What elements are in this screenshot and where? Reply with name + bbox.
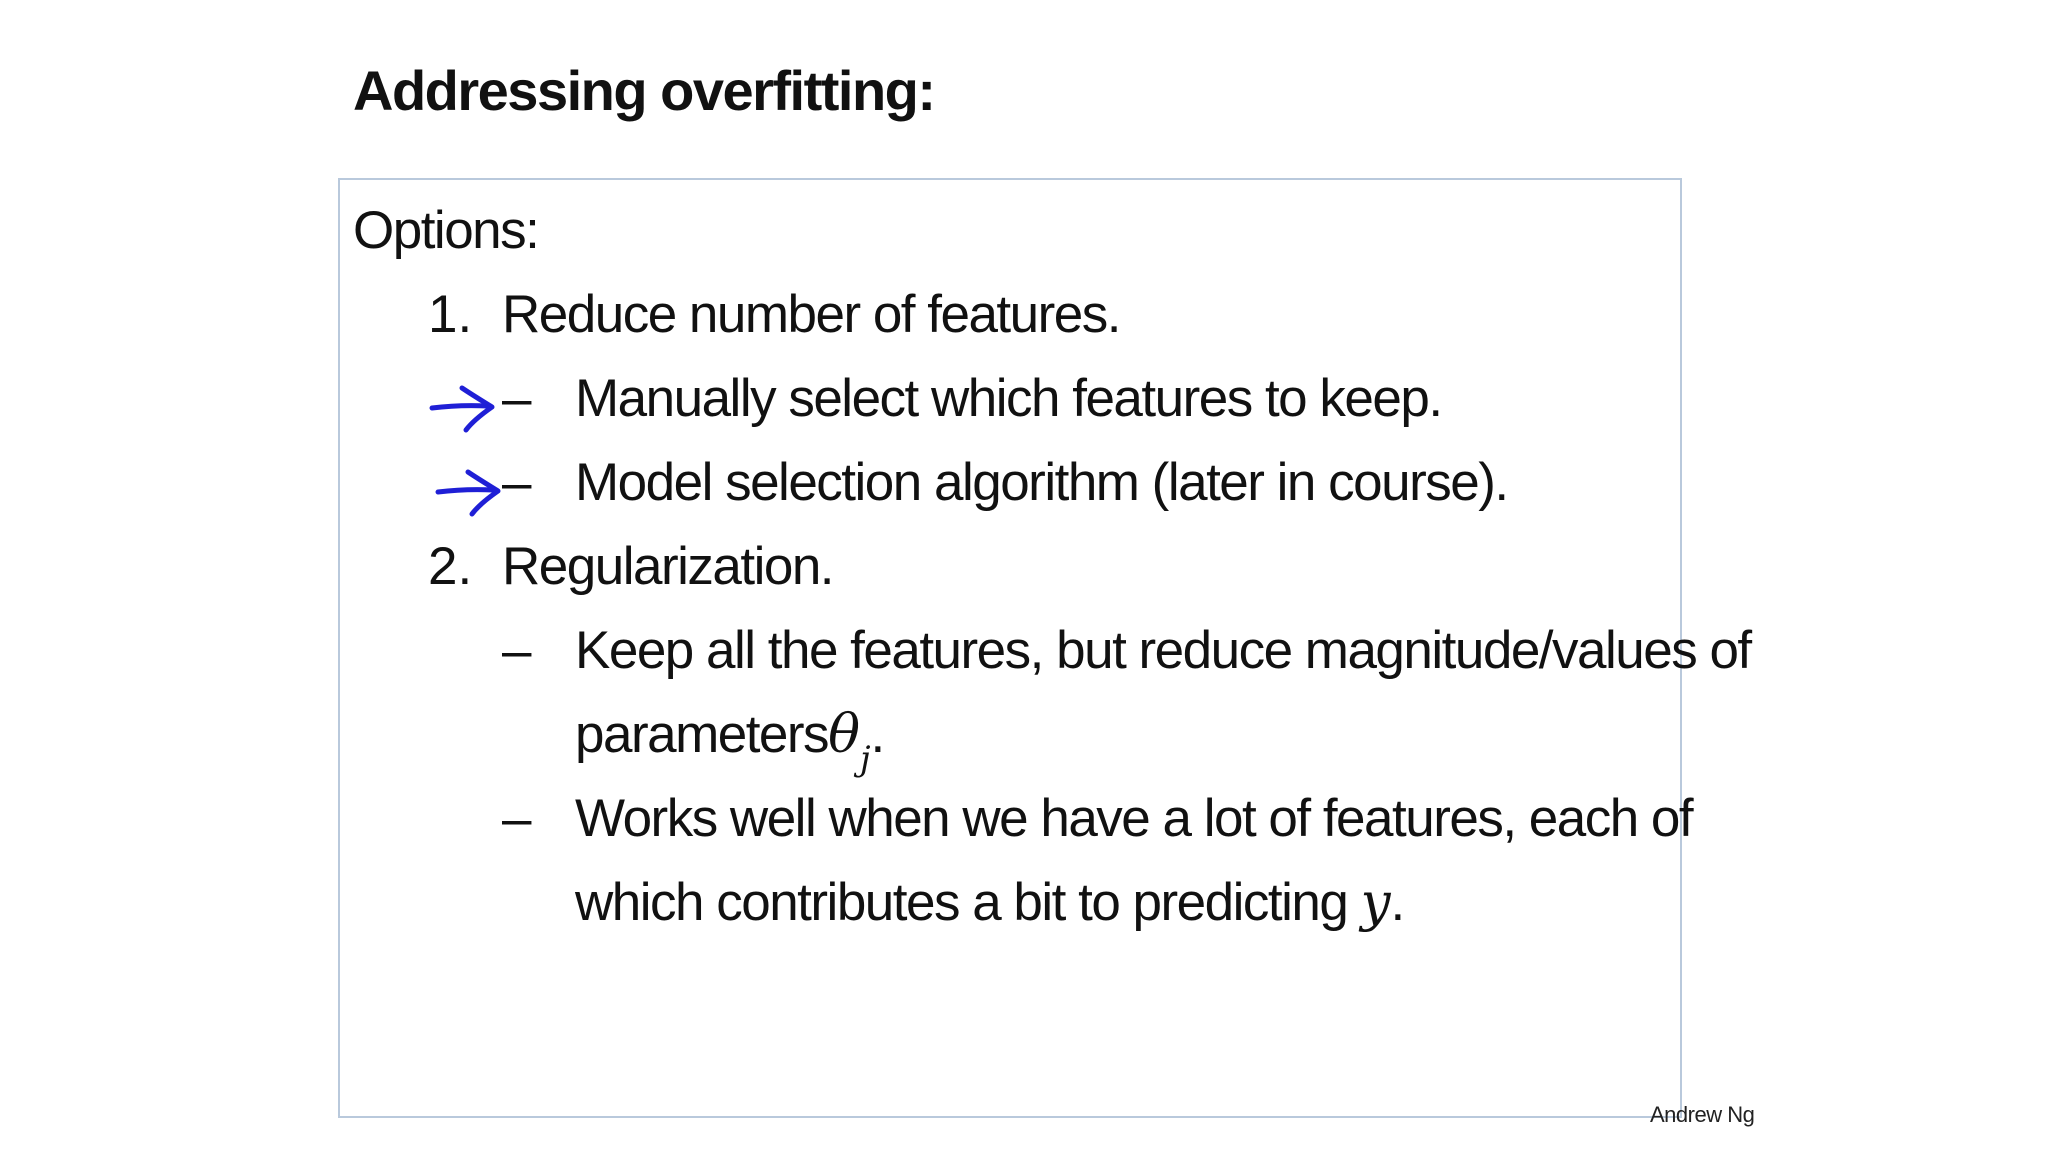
dash-marker: – bbox=[502, 621, 532, 680]
theta-subscript: j bbox=[859, 738, 871, 779]
dash-marker: – bbox=[502, 369, 532, 428]
options-label: Options: bbox=[353, 201, 539, 260]
theta-symbol: $\theta_j$ bbox=[828, 704, 871, 779]
subitem-model-selection: Model selection algorithm (later in course). bbox=[575, 453, 1508, 512]
parameters-text: parameters bbox=[575, 705, 829, 764]
item-1-text: Reduce number of features. bbox=[502, 285, 1120, 344]
predicting-text: which contributes a bit to predicting bbox=[575, 873, 1348, 932]
trailing-period: . bbox=[1390, 873, 1404, 932]
subitem-keep-features-line1: Keep all the features, but reduce magnitude/values of bbox=[575, 621, 1751, 680]
slide-title: Addressing overfitting: bbox=[353, 59, 935, 122]
item-2-number: 2. bbox=[428, 537, 473, 596]
trailing-period: . bbox=[870, 705, 884, 764]
author-signature: Andrew Ng bbox=[1650, 1102, 1755, 1127]
subitem-keep-features-line2 bbox=[575, 700, 884, 788]
item-2-text: Regularization. bbox=[502, 537, 834, 596]
subitem-works-well-line2 bbox=[575, 868, 1404, 938]
dash-marker: – bbox=[502, 789, 532, 848]
subitem-works-well-line1: Works well when we have a lot of features, each of bbox=[575, 789, 1693, 848]
blue-arrow-icon bbox=[428, 378, 498, 434]
item-1-number: 1. bbox=[428, 285, 473, 344]
blue-arrow-icon bbox=[434, 462, 504, 518]
y-symbol: y bbox=[1360, 872, 1391, 933]
subitem-manual-select: Manually select which features to keep. bbox=[575, 369, 1442, 428]
dash-marker: – bbox=[502, 453, 532, 512]
